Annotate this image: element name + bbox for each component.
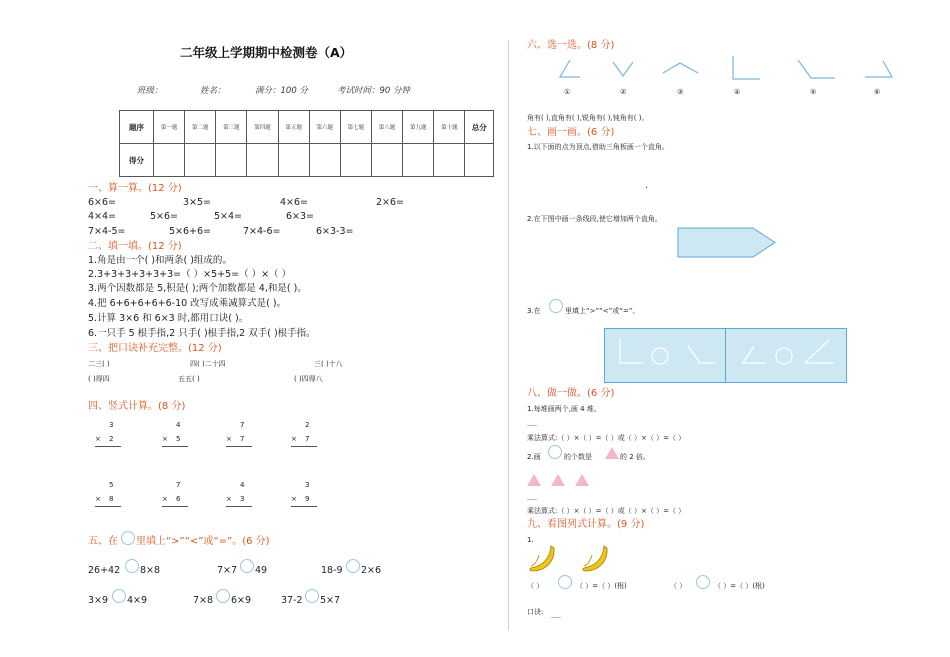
equation-2-b: （ ）=（ ）(根) — [714, 582, 765, 590]
fill-line: 1.角是由一个( )和两条( )组成的。 — [88, 255, 232, 266]
vertical-calc-top: 7 — [176, 481, 181, 489]
score-cell[interactable] — [216, 144, 247, 177]
angle-label: ③ — [677, 88, 684, 96]
vertical-calc-operator: × — [162, 435, 168, 443]
arrow-pentagon-shape — [677, 227, 777, 259]
calc-item: 6×6= — [88, 197, 117, 208]
vertical-calc-line — [95, 506, 121, 507]
section-4-heading: 四、竖式计算。(8 分) — [88, 401, 186, 412]
vertical-calc-operator: × — [291, 495, 297, 503]
score-table — [119, 110, 494, 177]
angle-2-icon — [613, 62, 633, 76]
score-cell[interactable] — [185, 144, 216, 177]
vertical-calc-line — [291, 446, 317, 447]
do-q2-a: 2.画 — [527, 453, 541, 461]
compare-circle[interactable] — [346, 559, 360, 573]
angle-label: ⑥ — [874, 88, 881, 96]
vertical-calc-operator: × — [162, 495, 168, 503]
draw-q3-a: 3.在 — [527, 307, 541, 315]
vertical-calc-top: 4 — [176, 421, 181, 429]
page-title: 二年级上学期期中检测卷（A） — [180, 45, 353, 60]
vertical-calc-top: 2 — [305, 421, 310, 429]
name-label: 姓名： — [200, 86, 226, 96]
score-cell[interactable] — [309, 144, 340, 177]
fill-line: 3.两个因数都是 5,积是( );两个加数都是 4,和是( )。 — [88, 283, 307, 294]
angle-1-icon — [560, 60, 580, 77]
compare-right: 8×8 — [140, 565, 161, 576]
col-header: 第九题 — [403, 111, 434, 144]
calc-item: 4×6= — [280, 197, 309, 208]
section-5-heading-b: 里填上“>”“<”或“=”。(6 分) — [136, 536, 270, 547]
col-header: 第五题 — [278, 111, 309, 144]
angle-label: ⑤ — [810, 88, 817, 96]
score-cell[interactable] — [278, 144, 309, 177]
vertical-calc-operator: × — [95, 495, 101, 503]
fill-line: 4.把 6+6+6+6+6-10 改写成乘减算式是( )。 — [88, 298, 287, 309]
row-label-score: 得分 — [120, 144, 154, 177]
calc-item: 4×4= — [88, 211, 117, 222]
vertical-calc-top: 4 — [240, 481, 245, 489]
exam-time-label: 考试时间：90 分钟 — [337, 86, 411, 96]
blank-line — [527, 425, 537, 426]
angle-label: ④ — [734, 88, 741, 96]
triangle-shape-icon — [605, 447, 619, 459]
triangle-shape-icon — [551, 474, 565, 486]
compare-circle[interactable] — [112, 589, 126, 603]
vertical-calc-bottom: 7 — [305, 435, 310, 443]
score-cell[interactable] — [434, 144, 465, 177]
blank-line — [551, 617, 561, 618]
equation-2-a: （ ） — [670, 582, 687, 590]
vertical-calc-bottom: 8 — [109, 495, 114, 503]
compare-left: 7×7 — [217, 565, 238, 576]
score-cell[interactable] — [465, 144, 494, 177]
do-q2-c: 的 2 倍。 — [620, 453, 650, 461]
angle-label: ① — [564, 88, 571, 96]
vertical-calc-bottom: 3 — [240, 495, 245, 503]
col-header: 第六题 — [309, 111, 340, 144]
blank-line — [527, 499, 537, 500]
vertical-calc-line — [226, 446, 252, 447]
compare-circle-icon — [121, 531, 135, 545]
section-8-heading: 八、做一做。(6 分) — [527, 388, 615, 399]
score-cell[interactable] — [403, 144, 434, 177]
vertical-calc-line — [291, 506, 317, 507]
vertical-calc-operator: × — [95, 435, 101, 443]
angle-answer-line: 角有( ),直角有( ),锐角有( ),钝角有( )。 — [527, 114, 649, 122]
vertical-calc-line — [162, 446, 188, 447]
section-5-heading-a: 五、在 — [88, 536, 118, 547]
compare-left: 18-9 — [321, 565, 343, 576]
equation-1-b: （ ）=（ ）(根) — [576, 582, 627, 590]
col-header: 第二题 — [185, 111, 216, 144]
calc-item: 3×5= — [183, 197, 212, 208]
compare-left: 3×9 — [88, 595, 109, 606]
triangle-shape-icon — [575, 474, 589, 486]
compare-left: 37-2 — [281, 595, 303, 606]
rhyme-item: 二三( ) — [88, 360, 110, 368]
col-header: 第八题 — [371, 111, 402, 144]
circle-shape-icon — [548, 445, 562, 459]
section-2-heading: 二、填一填。(12 分) — [88, 241, 182, 252]
look-q1: 1. — [527, 536, 534, 544]
rhyme-item: 五五( ) — [178, 375, 200, 383]
equation-1-a: （ ） — [527, 582, 544, 590]
total-header: 总分 — [465, 111, 494, 144]
compare-right: 2×6 — [361, 565, 382, 576]
compare-circle-icon — [549, 299, 563, 313]
formula-line: 乘法算式:（ ）×（ ）=（ ）或（ ）×（ ）=（ ） — [527, 507, 686, 515]
calc-item: 6×3= — [286, 211, 315, 222]
vertex-dot: . — [645, 180, 649, 191]
fill-line: 6.一只手 5 根手指,2 只手( )根手指,2 双手( )根手指。 — [88, 328, 316, 339]
compare-right: 6×9 — [231, 595, 252, 606]
do-q1: 1.每堆画两个,画 4 堆。 — [527, 405, 601, 413]
vertical-calc-top: 3 — [109, 421, 114, 429]
vertical-calc-bottom: 6 — [176, 495, 181, 503]
rhyme-item: ( )得四 — [88, 375, 110, 383]
column-divider — [508, 40, 509, 630]
compare-left: 7×8 — [193, 595, 214, 606]
calc-item: 2×6= — [376, 197, 405, 208]
koujue-label: 口诀: — [527, 608, 544, 616]
banana-icon — [527, 544, 557, 574]
compare-left: 26+42 — [88, 565, 121, 576]
vertical-calc-line — [226, 506, 252, 507]
compare-right: 5×7 — [320, 595, 341, 606]
score-cell[interactable] — [247, 144, 278, 177]
section-7-heading: 七、画一画。(6 分) — [527, 127, 615, 138]
operator-circle[interactable] — [558, 575, 572, 589]
do-q2-b: 的个数是 — [564, 453, 592, 461]
score-cell[interactable] — [154, 144, 185, 177]
fill-line: 2.3+3+3+3+3+3=（ ）×5+5=（ ）×（ ） — [88, 269, 292, 280]
score-cell[interactable] — [340, 144, 371, 177]
section-6-heading: 六、选一选。(8 分) — [527, 40, 615, 51]
draw-q3-b: 里填上“>”“<”或“=”。 — [565, 307, 640, 315]
fill-line: 5.计算 3×6 和 6×3 时,都用口诀( )。 — [88, 313, 249, 324]
vertical-calc-bottom: 5 — [176, 435, 181, 443]
draw-q1: 1.以下面的点为顶点,借助三角板画一个直角。 — [527, 143, 669, 151]
class-label: 班级： — [137, 86, 163, 96]
angle-figures — [540, 56, 900, 86]
angle-4-icon — [733, 56, 760, 79]
vertical-calc-operator: × — [226, 495, 232, 503]
vertical-calc-bottom: 7 — [240, 435, 245, 443]
vertical-calc-top: 3 — [305, 481, 310, 489]
vertical-calc-bottom: 2 — [109, 435, 114, 443]
rhyme-item: ( )四得八 — [294, 375, 323, 383]
full-score-label: 满分：100 分 — [255, 86, 308, 96]
compare-circle[interactable] — [125, 559, 139, 573]
vertical-calc-top: 5 — [109, 481, 114, 489]
compare-right: 4×9 — [127, 595, 148, 606]
col-header: 第一题 — [154, 111, 185, 144]
col-header: 第十题 — [434, 111, 465, 144]
draw-q2: 2.在下图中画一条线段,使它增加两个直角。 — [527, 215, 662, 223]
compare-circle[interactable] — [305, 589, 319, 603]
compare-circle[interactable] — [240, 559, 254, 573]
vertical-calc-top: 7 — [240, 421, 245, 429]
section-9-heading: 九、看图列式计算。(9 分) — [527, 519, 645, 530]
vertical-calc-line — [95, 446, 121, 447]
row-label-order: 题序 — [120, 111, 154, 144]
compare-right: 49 — [255, 565, 268, 576]
calc-item: 7×4-5= — [88, 226, 126, 237]
rhyme-item: 四( )二十四 — [190, 360, 226, 368]
compare-circle[interactable] — [216, 589, 230, 603]
angle-5-icon — [798, 60, 835, 78]
operator-circle[interactable] — [696, 575, 710, 589]
vertical-calc-operator: × — [226, 435, 232, 443]
score-cell[interactable] — [371, 144, 402, 177]
rhyme-item: 三( )十八 — [314, 360, 343, 368]
calc-item: 6×3-3= — [316, 226, 354, 237]
col-header: 第四题 — [247, 111, 278, 144]
calc-item: 5×6+6= — [169, 226, 212, 237]
angle-3-icon — [663, 63, 698, 73]
calc-item: 5×4= — [214, 211, 243, 222]
calc-item: 5×6= — [150, 211, 179, 222]
section-1-heading: 一、算一算。(12 分) — [88, 183, 182, 194]
col-header: 第三题 — [216, 111, 247, 144]
section-3-heading: 三、把口诀补充完整。(12 分) — [88, 343, 222, 354]
formula-line: 乘法算式:（ ）×（ ）=（ ）或（ ）×（ ）=（ ） — [527, 434, 686, 442]
vertical-calc-operator: × — [291, 435, 297, 443]
calc-item: 7×4-6= — [243, 226, 281, 237]
banana-icon — [580, 544, 610, 574]
vertical-calc-line — [162, 506, 188, 507]
angle-label: ② — [620, 88, 627, 96]
vertical-calc-bottom: 9 — [305, 495, 310, 503]
col-header: 第七题 — [340, 111, 371, 144]
angle-compare-panels — [604, 328, 847, 383]
angle-6-icon — [865, 61, 892, 77]
triangle-shape-icon — [527, 474, 541, 486]
